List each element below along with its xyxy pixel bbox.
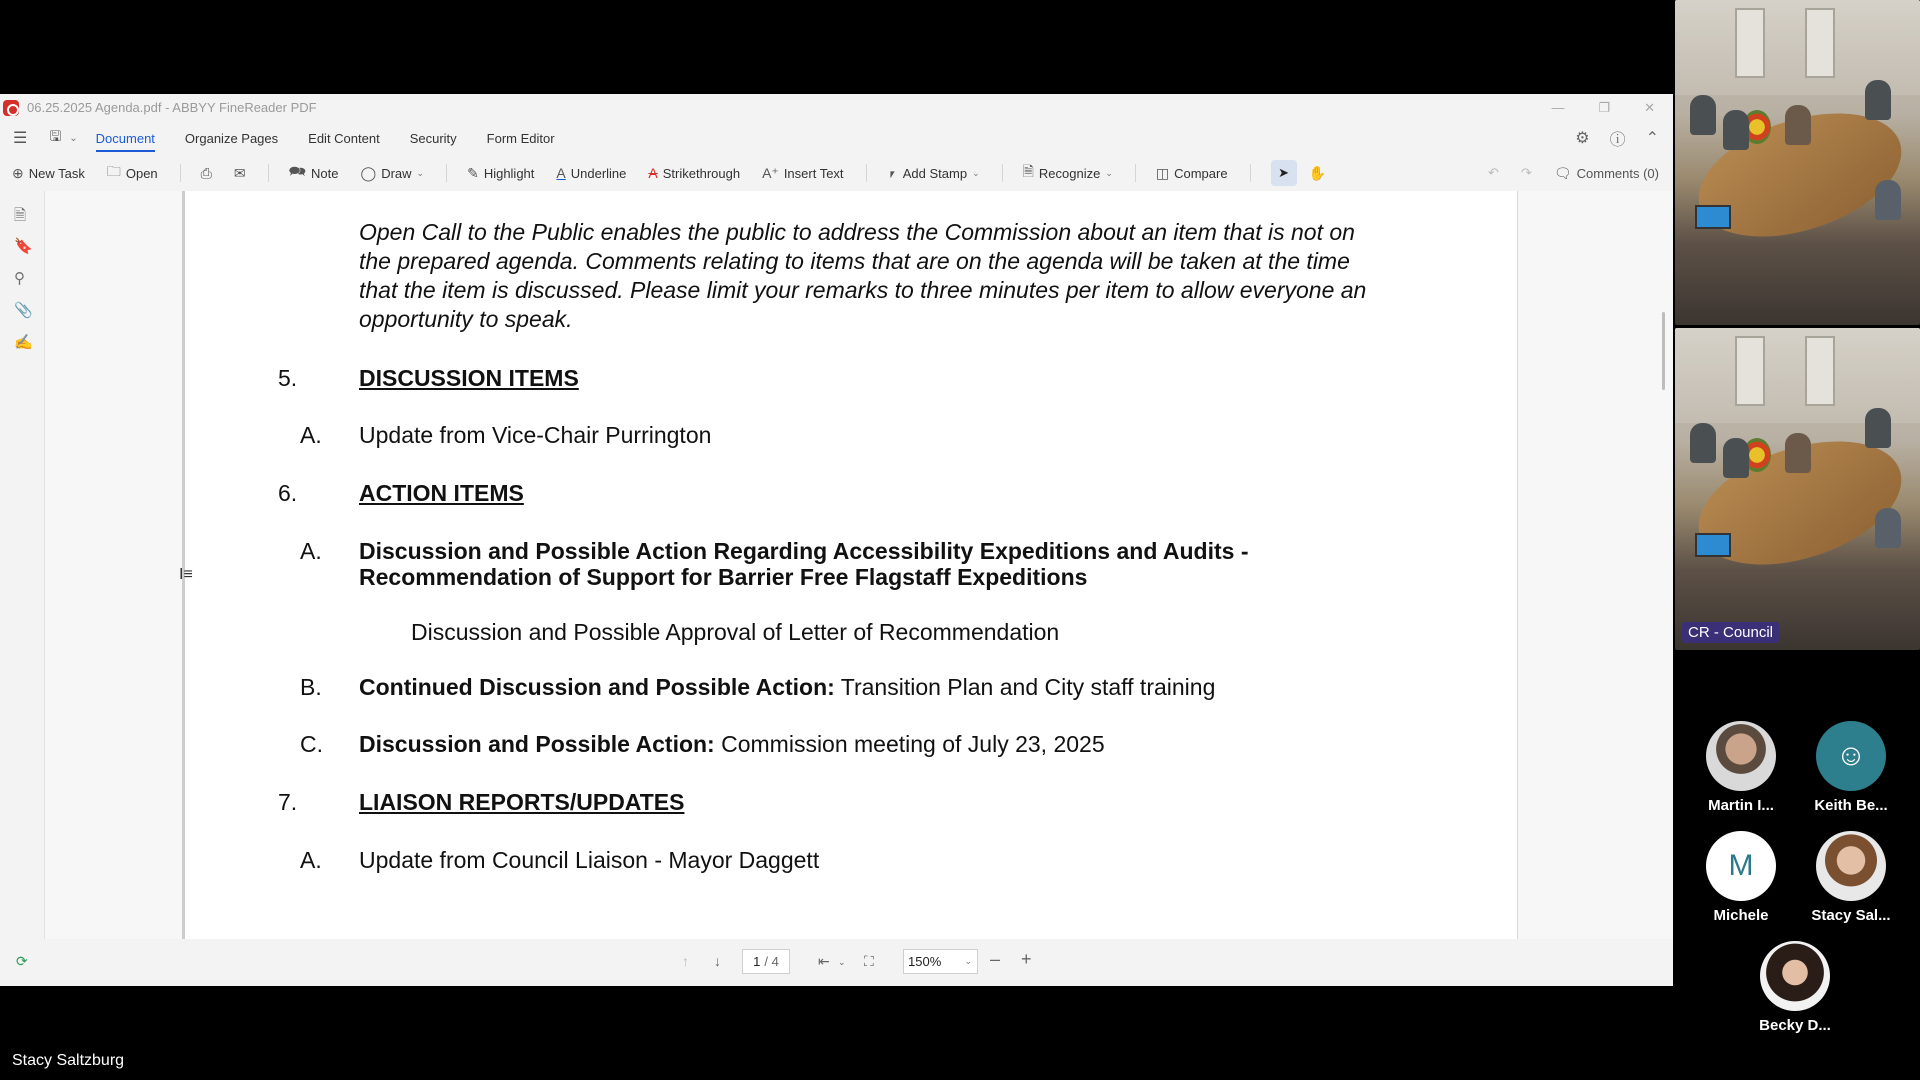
participant-martin[interactable] [1686, 721, 1796, 814]
chevron-down-icon: ⌄ [972, 167, 980, 178]
zoom-select[interactable] [903, 949, 978, 974]
tab-edit-content[interactable]: Edit Content [308, 130, 380, 146]
strikethrough-icon: A [648, 165, 658, 181]
avatar [1816, 721, 1886, 791]
stamp-icon: ⎖ [886, 164, 898, 181]
abbyy-logo-icon [3, 100, 19, 116]
compare-button[interactable] [1156, 165, 1228, 182]
chevron-down-icon: ⌄ [416, 167, 425, 178]
room-name-label: CR - Council [1682, 622, 1779, 643]
menu-bar [0, 121, 1673, 155]
tab-document[interactable]: Document [96, 125, 155, 152]
next-page-arrow-icon[interactable]: ↓ [714, 953, 721, 969]
item-7a-letter: A. [300, 847, 322, 873]
recognize-label: Recognize [1038, 165, 1101, 181]
section-7-number: 7. [278, 789, 298, 815]
zoom-chevron-down-icon: ⌄ [964, 956, 972, 966]
fit-width-icon[interactable]: ⇤ [818, 953, 830, 969]
participant-michele[interactable] [1686, 831, 1796, 924]
save-icon[interactable]: 🖫 [49, 128, 62, 144]
comments-button[interactable] [1554, 165, 1659, 182]
folder-icon: 🗀 [106, 163, 121, 179]
page-number-field[interactable] [742, 949, 790, 974]
avatar [1816, 831, 1886, 901]
new-task-button[interactable] [12, 165, 85, 182]
settings-gear-icon[interactable]: ⚙ [1575, 130, 1590, 147]
zoom-out-icon[interactable]: – [990, 949, 1001, 969]
participant-becky[interactable] [1740, 941, 1850, 1034]
underline-button[interactable] [556, 165, 626, 181]
document-viewport[interactable] [45, 191, 1673, 939]
page-total: / 4 [764, 954, 779, 969]
shared-screen [0, 94, 1673, 986]
add-stamp-label: Add Stamp [902, 165, 968, 181]
redo-icon[interactable]: ↷ [1520, 165, 1532, 180]
insert-text-label: Insert Text [783, 165, 844, 181]
intro-line-4: opportunity to speak. [359, 306, 573, 332]
recognize-icon: 🗎 [1022, 163, 1034, 179]
section-6-number: 6. [278, 480, 298, 506]
tab-security[interactable]: Security [409, 130, 457, 146]
participant-name: Michele [1713, 907, 1769, 924]
avatar [1706, 721, 1776, 791]
pages-icon[interactable]: 🗎 [14, 207, 27, 224]
fit-dropdown-chevron-icon[interactable]: ⌄ [838, 957, 846, 967]
title-bar [0, 94, 1673, 121]
recognize-button[interactable] [1023, 161, 1113, 185]
collapse-ribbon-chevron-icon[interactable]: ⌃ [1645, 130, 1659, 147]
chevron-down-icon: ⌄ [1105, 167, 1113, 178]
search-icon[interactable]: ⚲ [14, 270, 25, 287]
underline-label: Underline [570, 165, 627, 181]
save-dropdown-chevron-icon[interactable]: ⌄ [69, 132, 78, 144]
plus-circle-icon: ⊕ [12, 164, 24, 181]
insert-text-icon: A⁺ [762, 164, 779, 181]
print-button[interactable] [201, 165, 212, 182]
note-button[interactable] [289, 161, 339, 185]
avatar [1760, 941, 1830, 1011]
note-icon: 🗪 [288, 163, 307, 179]
item-6a-line-1: Discussion and Possible Action Regarding Accessibility Expeditions and Audits - [359, 538, 1249, 564]
room-video-feed-2 [1675, 328, 1920, 650]
toolbar [0, 155, 1673, 191]
tab-organize-pages[interactable]: Organize Pages [184, 130, 279, 146]
open-label: Open [125, 165, 158, 181]
bookmark-icon[interactable]: 🔖 [14, 238, 33, 255]
page-current: 1 [753, 954, 761, 969]
add-stamp-button[interactable] [887, 165, 980, 182]
hand-icon: ✋ [1308, 164, 1327, 181]
item-6b-text: Transition Plan and City staff training [834, 674, 1216, 700]
select-tool-button[interactable] [1271, 160, 1297, 186]
item-6b-letter: B. [300, 674, 322, 700]
item-5a-text: Update from Vice-Chair Purrington [359, 422, 712, 448]
section-7-title: LIAISON REPORTS/UPDATES [359, 789, 685, 815]
participant-keith[interactable] [1796, 721, 1906, 814]
open-button[interactable] [107, 161, 158, 185]
participant-stacy[interactable] [1796, 831, 1906, 924]
item-6a-letter: A. [300, 538, 322, 564]
close-icon[interactable]: ✕ [1644, 99, 1655, 115]
avatar: M [1706, 831, 1776, 901]
item-6c-bold: Discussion and Possible Action: [359, 731, 715, 757]
section-5-title: DISCUSSION ITEMS [359, 365, 579, 391]
draw-icon: ◯ [360, 164, 377, 181]
compare-icon: ◫ [1155, 164, 1170, 181]
strikethrough-button[interactable] [648, 165, 740, 181]
vertical-scrollbar[interactable] [1662, 312, 1665, 390]
window-title: 06.25.2025 Agenda.pdf - ABBYY FineReader PDF [27, 100, 317, 115]
hamburger-menu-icon[interactable]: ☰ [13, 130, 28, 147]
item-6b-bold: Continued Discussion and Possible Action: [359, 674, 835, 700]
item-6a-subitem: Discussion and Possible Approval of Letter of Recommendation [411, 619, 1060, 645]
participant-name: Martin I... [1708, 797, 1774, 814]
hand-tool-button[interactable] [1309, 165, 1326, 182]
item-6b [359, 674, 1215, 701]
compare-label: Compare [1174, 165, 1228, 181]
restore-icon[interactable]: ❐ [1598, 99, 1611, 115]
envelope-icon: ✉ [233, 164, 246, 181]
undo-icon[interactable]: ↶ [1488, 165, 1499, 180]
strikethrough-label: Strikethrough [662, 165, 741, 181]
note-label: Note [311, 165, 339, 181]
item-6c-text: Commission meeting of July 23, 2025 [714, 731, 1105, 757]
status-bar [0, 939, 1673, 986]
underline-icon: A [556, 165, 566, 181]
signature-icon[interactable]: ✍ [14, 334, 33, 351]
highlight-button[interactable] [467, 165, 534, 182]
fullscreen-icon[interactable]: ⛶ [864, 953, 874, 969]
intro-line-2: the prepared agenda. Comments relating to items that are on the agenda will be taken at the time [359, 248, 1350, 274]
email-button[interactable] [234, 165, 246, 182]
section-6-title: ACTION ITEMS [359, 480, 524, 506]
highlighter-icon: ✎ [467, 164, 479, 181]
draw-label: Draw [381, 165, 412, 181]
active-speaker-name: Stacy Saltzburg [12, 1052, 125, 1069]
highlight-label: Highlight [483, 165, 535, 181]
zoom-in-icon[interactable]: + [1021, 949, 1032, 969]
pdf-page[interactable] [182, 191, 1518, 939]
zoom-value: 150% [908, 954, 942, 969]
intro-line-3: that the item is discussed. Please limit your remarks to three minutes per item to allow everyone an [359, 277, 1367, 303]
help-icon[interactable]: ⓘ [1609, 131, 1626, 149]
printer-icon: ⎙ [200, 164, 212, 181]
item-6c-letter: C. [300, 731, 323, 757]
participant-name: Becky D... [1759, 1017, 1831, 1034]
participant-name: Stacy Sal... [1811, 907, 1891, 924]
room-video-feed-1 [1675, 0, 1920, 325]
attachment-icon[interactable]: 📎 [14, 302, 33, 319]
item-7a-text: Update from Council Liaison - Mayor Daggett [359, 847, 820, 873]
previous-page-arrow-icon[interactable]: ↑ [682, 953, 689, 969]
user-silhouette-icon: ☺ [1835, 739, 1867, 772]
comments-icon: 🗨 [1553, 164, 1572, 181]
ocr-status-icon[interactable]: ⟳ [16, 953, 28, 969]
insert-text-button[interactable] [762, 165, 843, 182]
intro-line-1: Open Call to the Public enables the public to address the Commission about an item that is not on [359, 219, 1355, 245]
item-6c [359, 731, 1105, 758]
comments-label: Comments (0) [1576, 165, 1659, 181]
tab-form-editor[interactable]: Form Editor [486, 130, 555, 146]
item-5a-letter: A. [300, 422, 322, 448]
item-6a-line-2: Recommendation of Support for Barrier Free Flagstaff Expeditions [359, 564, 1088, 590]
participant-name: Keith Be... [1814, 797, 1888, 814]
pointer-arrow-icon: ➤ [1278, 165, 1290, 180]
section-5-number: 5. [278, 365, 298, 391]
text-cursor-icon: I≡ [179, 566, 193, 583]
new-task-label: New Task [28, 165, 85, 181]
minimize-icon[interactable]: — [1551, 100, 1565, 115]
draw-button[interactable] [361, 165, 425, 182]
left-sidebar [0, 191, 45, 986]
